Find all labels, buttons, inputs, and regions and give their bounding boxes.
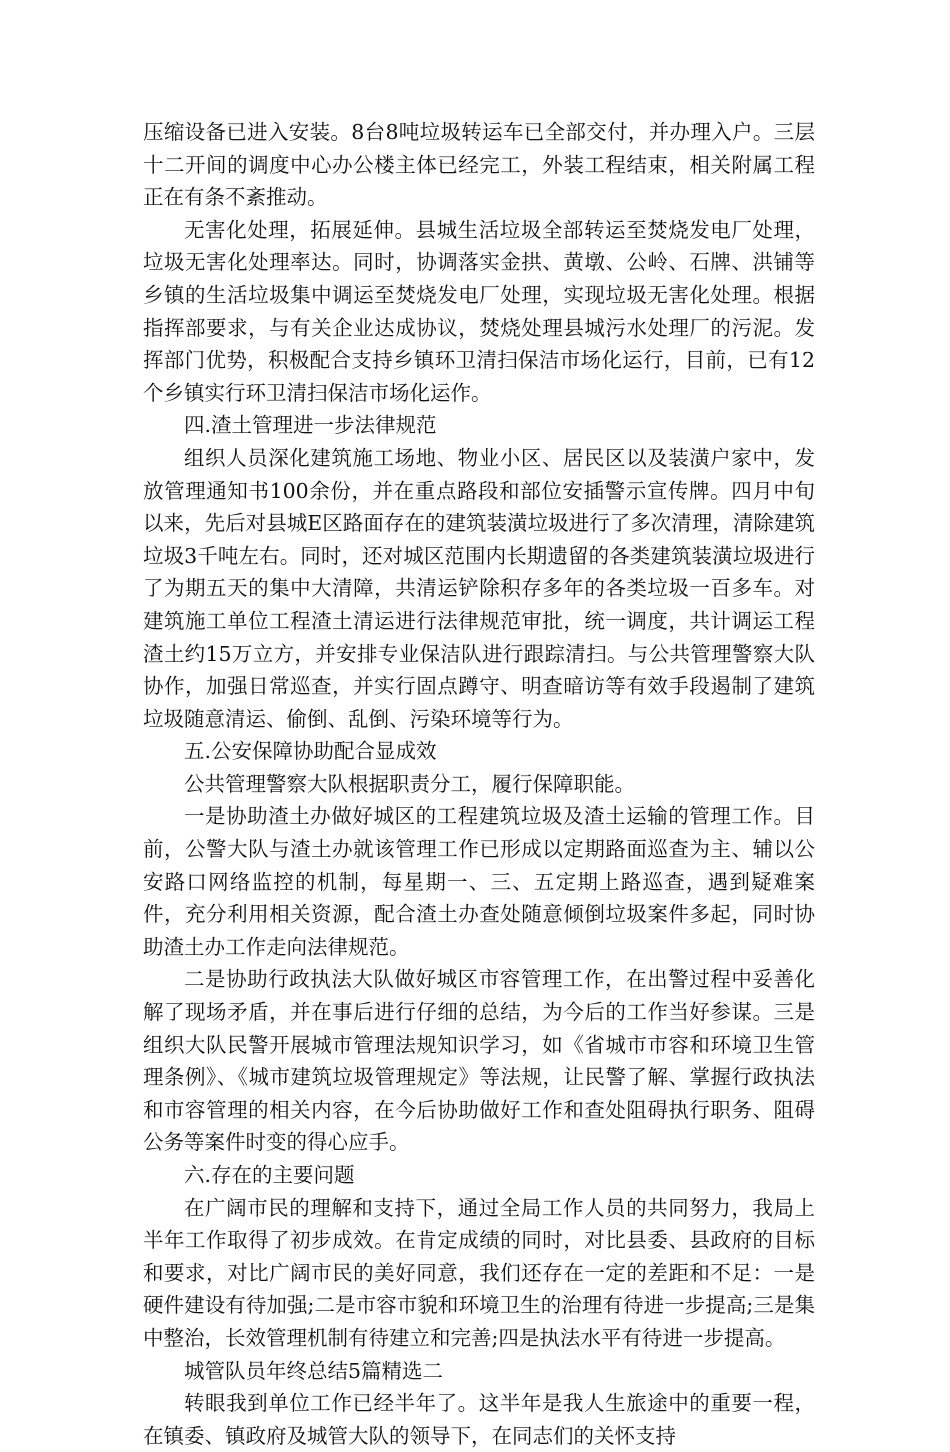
- paragraph-harmless-treatment: 无害化处理，拓展延伸。县城生活垃圾全部转运至焚烧发电厂处理，垃圾无害化处理率达。同时，协调落实金拱、黄墩、公岭、石牌、洪铺等乡镇的生活垃圾集中调运至焚烧发电厂处理，实现垃圾无害化处理。根据指挥部要求，与有关企业达成协议，焚烧处理县城污水处理厂的污泥。发挥部门优势，积极配合支持乡镇环卫清扫保洁市场化运行，目前，已有12个乡镇实行环卫清扫保洁市场化运作。: [143, 217, 815, 405]
- article-title-two: 城管队员年终总结5篇精选二: [184, 1358, 444, 1383]
- paragraph-police-duty: 公共管理警察大队根据职责分工，履行保障职能。: [184, 771, 635, 796]
- paragraph-assist-muck-office: 一是协助渣土办做好城区的工程建筑垃圾及渣土运输的管理工作。目前，公警大队与渣土办就该管理工作已形成以定期路面巡查为主、辅以公安路口网络监控的机制，每星期一、三、五定期上路巡查，遇到疑难案件，充分利用相关资源，配合渣土办查处随意倾倒垃圾案件多起，同时协助渣土办工作走向法律规范。: [143, 804, 815, 959]
- paragraph-assist-law-enforcement: 二是协助行政执法大队做好城区市容管理工作，在出警过程中妥善化解了现场矛盾，并在事后进行仔细的总结，为今后的工作当好参谋。三是组织大队民警开展城市管理法规知识学习，如《省城市市容和环境卫生管理条例》、《城市建筑垃圾管理规定》等法规，让民警了解、掌握行政执法和市容管理的相关内容，在今后协助做好工作和查处阻碍执行职务、阻碍公务等案件时变的得心应手。: [143, 967, 815, 1155]
- section-heading-five: 五.公安保障协助配合显成效: [184, 739, 437, 764]
- document-page: [143, 116, 815, 1452]
- paragraph-equipment: 压缩设备已进入安装。8台8吨垃圾转运车已全部交付，并办理入户。三层十二开间的调度中心办公楼主体已经完工，外装工程结束，相关附属工程正在有条不紊推动。: [143, 120, 815, 210]
- paragraph-main-problems: 在广阔市民的理解和支持下，通过全局工作人员的共同努力，我局上半年工作取得了初步成效。在肯定成绩的同时，对比县委、县政府的目标和要求，对比广阔市民的美好同意，我们还存在一定的差距和不足：一是硬件建设有待加强;二是市容市貌和环境卫生的治理有待进一步提高;三是集中整治，长效管理机制有待建立和完善;四是执法水平有待进一步提高。: [143, 1195, 815, 1350]
- paragraph-half-year-work: 转眼我到单位工作已经半年了。这半年是我人生旅途中的重要一程，在镇委、镇政府及城管大队的领导下，在同志们的关怀支持: [143, 1391, 815, 1448]
- paragraph-muck-management: 组织人员深化建筑施工场地、物业小区、居民区以及装潢户家中，发放管理通知书100余份，并在重点路段和部位安插警示宣传牌。四月中旬以来，先后对县城E区路面存在的建筑装潢垃圾进行了多次清理，清除建筑垃圾3千吨左右。同时，还对城区范围内长期遗留的各类建筑装潢垃圾进行了为期五天的集中大清障，共清运铲除积存多年的各类垃圾一百多车。对建筑施工单位工程渣土清运进行法律规范审批，统一调度，共计调运工程渣土约15万立方，并安排专业保洁队进行跟踪清扫。与公共管理警察大队协作，加强日常巡查，并实行固点蹲守、明查暗访等有效手段遏制了建筑垃圾随意清运、偷倒、乱倒、污染环境等行为。: [143, 445, 815, 731]
- section-heading-six: 六.存在的主要问题: [184, 1163, 355, 1187]
- section-heading-four: 四.渣土管理进一步法律规范: [184, 413, 437, 438]
